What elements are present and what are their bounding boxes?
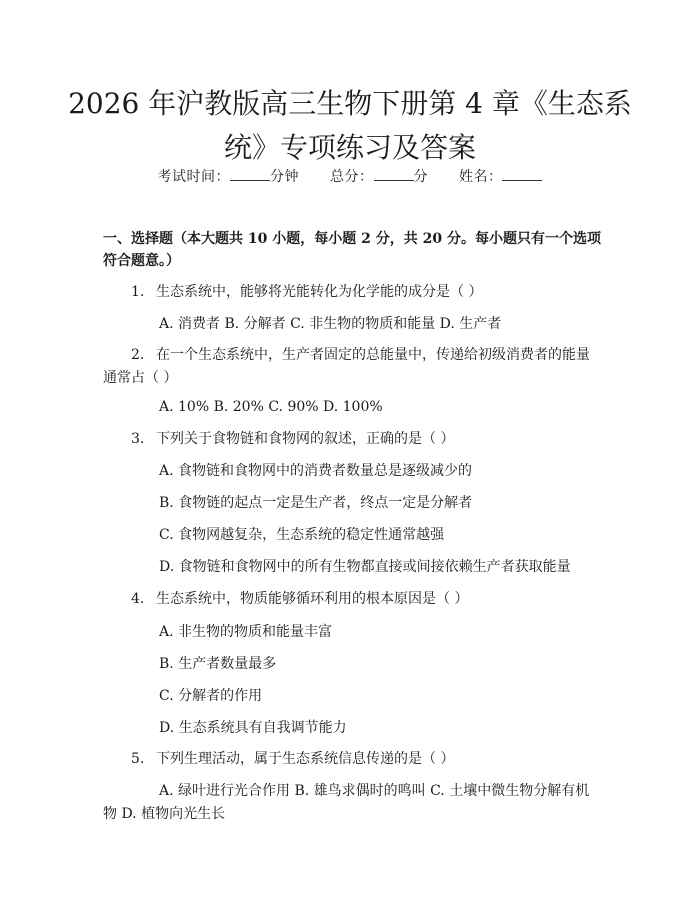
- question-text: 下列关于食物链和食物网的叙述，正确的是（ ）: [156, 431, 455, 447]
- question-1-options: A. 消费者 B. 分解者 C. 非生物的物质和能量 D. 生产者: [159, 316, 502, 332]
- exam-time-blank: [230, 168, 270, 181]
- section-heading: 一、选择题（本大题共 10 小题，每小题 2 分，共 20 分。每小题只有一个选项符合题意。）: [103, 231, 601, 269]
- question-number: 1.: [131, 284, 145, 300]
- total-score-unit: 分: [413, 169, 428, 185]
- exam-info-row: [0, 166, 700, 186]
- exam-time-label: 考试时间：: [157, 169, 231, 185]
- question-text: 在一个生态系统中，生产者固定的总能量中，传递给初级消费者的能量通常占（ ）: [103, 347, 590, 386]
- question-4: [103, 588, 603, 611]
- question-number: 5.: [131, 751, 145, 767]
- exam-time-unit: 分钟: [270, 169, 300, 185]
- title-line-2: 统》专项练习及答案: [223, 131, 476, 164]
- student-name-blank: [502, 168, 542, 181]
- question-3-option-c: C. 食物网越复杂，生态系统的稳定性通常越强: [159, 527, 445, 543]
- student-name-label: 姓名：: [458, 169, 503, 185]
- question-number: 3.: [131, 431, 145, 447]
- question-2: [103, 344, 603, 390]
- title-line-1: 2026 年沪教版高三生物下册第 4 章《生态系: [68, 87, 632, 120]
- question-number: 4.: [131, 591, 145, 607]
- question-3-option-d: D. 食物链和食物网中的所有生物都直接或间接依赖生产者获取能量: [159, 559, 571, 575]
- question-4-option-c: C. 分解者的作用: [159, 688, 263, 704]
- question-3-option-a: A. 食物链和食物网中的消费者数量总是逐级减少的: [159, 463, 473, 479]
- question-2-options: A. 10% B. 20% C. 90% D. 100%: [159, 399, 383, 415]
- total-score-blank: [374, 168, 414, 181]
- question-text: 生态系统中，能够将光能转化为化学能的成分是（ ）: [156, 284, 483, 300]
- question-4-option-b: B. 生产者数量最多: [159, 656, 277, 672]
- exam-time-field: [158, 166, 300, 186]
- document-title: [60, 82, 640, 170]
- question-5-options: A. 绿叶进行光合作用 B. 雄鸟求偶时的鸣叫 C. 土壤中微生物分解有机物 D. 植物向光生长: [103, 783, 590, 822]
- total-score-field: [330, 166, 428, 186]
- question-4-option-a: A. 非生物的物质和能量丰富: [159, 624, 333, 640]
- question-text: 生态系统中，物质能够循环利用的根本原因是（ ）: [156, 591, 469, 607]
- question-1: [103, 281, 603, 304]
- question-5: [103, 748, 603, 771]
- question-3: [103, 428, 603, 451]
- question-text: 下列生理活动，属于生态系统信息传递的是（ ）: [156, 751, 455, 767]
- student-name-field: [459, 166, 543, 186]
- total-score-label: 总分：: [330, 169, 374, 185]
- question-4-option-d: D. 生态系统具有自我调节能力: [159, 720, 347, 736]
- question-3-option-b: B. 食物链的起点一定是生产者，终点一定是分解者: [159, 495, 473, 511]
- question-number: 2.: [131, 347, 145, 363]
